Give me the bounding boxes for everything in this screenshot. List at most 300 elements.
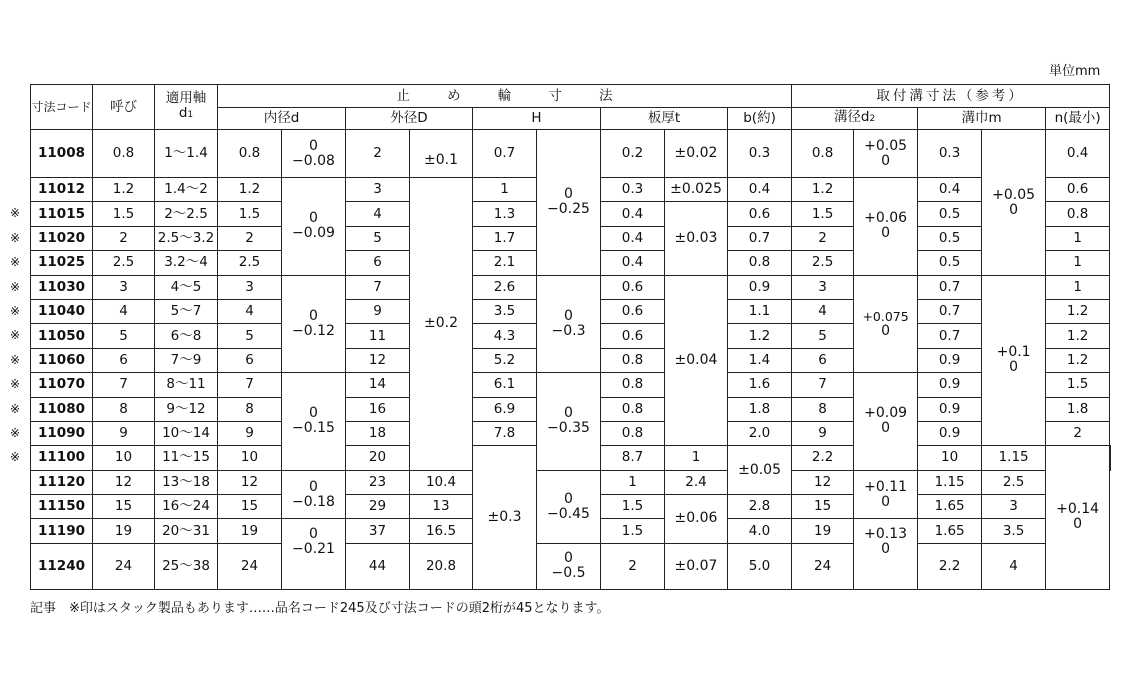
tol-upper: 0	[564, 186, 573, 203]
cell-code: 11070	[31, 373, 93, 397]
cell-b: 1.8	[728, 397, 792, 421]
header-shaft-top: 適用軸	[165, 90, 207, 106]
cell-shaft: 16～24	[155, 495, 218, 519]
header-height: H	[473, 108, 601, 130]
cell-inner: 15	[218, 495, 282, 519]
tol-lower: −0.18	[292, 493, 335, 510]
cell-b: 1.4	[728, 348, 792, 372]
tol-upper: 0	[564, 490, 573, 507]
tol-upper: 0	[309, 307, 318, 324]
cell-nominal: 8	[93, 397, 155, 421]
cell-groove-width: 0.5	[918, 251, 982, 275]
header-groove-diameter-sub: 2	[869, 114, 876, 124]
cell-height: 6.1	[473, 373, 537, 397]
tol-thickness: ±0.025	[665, 178, 728, 202]
cell-shaft: 20～31	[155, 519, 218, 543]
tol-lower: −0.08	[292, 152, 335, 169]
cell-b: 1.1	[728, 299, 792, 323]
table-row	[31, 373, 1111, 397]
tol-groove-diameter	[854, 470, 918, 519]
cell-groove-width: 1.15	[918, 470, 982, 494]
tol-lower: 0	[1073, 516, 1083, 533]
tol-upper: 0	[309, 526, 318, 543]
cell-code: 11015	[31, 202, 93, 226]
cell-groove-diameter: 5	[792, 324, 854, 348]
cell-inner: 6	[218, 348, 282, 372]
tol-inner	[282, 130, 346, 178]
cell-n: 4	[982, 543, 1046, 589]
cell-n: 0.6	[1046, 178, 1110, 202]
ring-title-char: 輪	[497, 87, 512, 104]
cell-groove-diameter: 1.5	[792, 202, 854, 226]
cell-n: 2	[1046, 421, 1110, 445]
cell-b: 2.0	[728, 421, 792, 445]
cell-nominal: 0.8	[93, 130, 155, 178]
tol-height	[537, 543, 601, 589]
cell-thickness: 0.4	[601, 226, 665, 250]
cell-height: 20.8	[410, 543, 473, 589]
header-code: 寸法コード	[31, 85, 93, 130]
cell-inner: 1.2	[218, 178, 282, 202]
tol-thickness: ±0.02	[665, 130, 728, 178]
tol-upper: +0.075	[862, 308, 909, 324]
ring-title-char: め	[447, 87, 461, 104]
cell-n: 1	[1046, 275, 1110, 299]
cell-inner: 24	[218, 543, 282, 589]
ring-title-char: 法	[598, 87, 613, 104]
stack-marker: ※	[10, 280, 21, 294]
cell-nominal: 19	[93, 519, 155, 543]
cell-groove-width: 1.65	[918, 495, 982, 519]
tol-lower: −0.21	[292, 541, 335, 558]
unit-label: 単位mm	[1049, 64, 1101, 79]
cell-groove-width: 1.15	[982, 446, 1046, 470]
table-row	[31, 470, 1111, 494]
cell-b: 0.7	[728, 226, 792, 250]
cell-groove-diameter: 10	[918, 446, 982, 470]
cell-groove-diameter: 19	[792, 519, 854, 543]
cell-thickness: 0.8	[601, 397, 665, 421]
stack-marker: ※	[10, 426, 21, 440]
cell-thickness: 0.4	[601, 251, 665, 275]
tol-lower: 0	[881, 152, 891, 169]
cell-shaft: 9～12	[155, 397, 218, 421]
cell-n: 0.4	[1046, 130, 1110, 178]
cell-groove-width: 0.5	[918, 202, 982, 226]
cell-n: 0.8	[1046, 202, 1110, 226]
cell-groove-width: 0.7	[918, 275, 982, 299]
cell-code: 11020	[31, 226, 93, 250]
cell-shaft: 3.2～4	[155, 251, 218, 275]
tol-lower: −0.12	[292, 322, 335, 339]
cell-groove-width: 0.7	[918, 299, 982, 323]
cell-outer: 2	[346, 130, 410, 178]
cell-nominal: 2	[93, 226, 155, 250]
cell-n: 1.2	[1046, 299, 1110, 323]
tol-upper: 0	[564, 307, 573, 324]
cell-b: 2.8	[728, 495, 792, 519]
cell-code: 11190	[31, 519, 93, 543]
cell-code: 11240	[31, 543, 93, 589]
cell-inner: 5	[218, 324, 282, 348]
cell-groove-width: 0.9	[918, 421, 982, 445]
cell-groove-width: 0.9	[918, 397, 982, 421]
cell-inner: 2.5	[218, 251, 282, 275]
cell-code: 11050	[31, 324, 93, 348]
cell-code: 11040	[31, 299, 93, 323]
cell-thickness: 1.5	[601, 519, 665, 543]
cell-outer: 37	[346, 519, 410, 543]
tol-height	[537, 275, 601, 373]
cell-thickness: 0.4	[601, 202, 665, 226]
cell-n: 1.2	[1046, 324, 1110, 348]
tol-inner	[282, 178, 346, 276]
tol-thickness: ±0.07	[665, 543, 728, 589]
cell-shaft: 7～9	[155, 348, 218, 372]
cell-inner: 1.5	[218, 202, 282, 226]
cell-inner: 9	[218, 421, 282, 445]
tol-upper: 0	[564, 550, 573, 567]
cell-groove-diameter: 12	[792, 470, 854, 494]
cell-b: 5.0	[728, 543, 792, 589]
tol-upper: +0.05	[864, 137, 908, 154]
table-row	[31, 543, 1111, 589]
tol-groove-width	[982, 130, 1046, 276]
cell-height: 1	[473, 178, 537, 202]
cell-height: 5.2	[473, 348, 537, 372]
stack-marker: ※	[10, 450, 21, 464]
tol-outer: ±0.3	[473, 446, 537, 590]
cell-code: 11120	[31, 470, 93, 494]
header-groove-diameter-label: 溝径d	[833, 109, 870, 125]
cell-thickness: 1.5	[601, 495, 665, 519]
cell-groove-diameter: 3	[792, 275, 854, 299]
cell-shaft: 8～11	[155, 373, 218, 397]
cell-inner: 19	[218, 519, 282, 543]
cell-b: 1.2	[728, 324, 792, 348]
tol-upper: 0	[309, 405, 318, 422]
tol-height	[537, 470, 601, 543]
tol-lower: 0	[881, 225, 891, 242]
cell-height: 7.8	[473, 421, 537, 445]
header-thickness: 板厚t	[601, 108, 728, 130]
stack-marker: ※	[10, 304, 21, 318]
stack-marker: ※	[10, 353, 21, 367]
tol-lower: −0.3	[551, 322, 586, 339]
cell-b: 0.8	[728, 251, 792, 275]
header-groove-diameter	[792, 108, 918, 130]
cell-groove-diameter: 9	[792, 421, 854, 445]
cell-nominal: 4	[93, 299, 155, 323]
tol-lower: −0.09	[292, 225, 335, 242]
cell-outer: 14	[346, 373, 410, 397]
tol-inner	[282, 275, 346, 373]
cell-n: 2.5	[982, 470, 1046, 494]
table-row	[31, 130, 1111, 178]
header-outer-diameter: 外径D	[346, 108, 473, 130]
tol-lower: −0.35	[547, 420, 590, 437]
header-n: n(最小)	[1046, 108, 1110, 130]
cell-inner: 8	[218, 397, 282, 421]
cell-thickness: 0.6	[601, 324, 665, 348]
cell-outer: 4	[346, 202, 410, 226]
stack-marker: ※	[10, 377, 21, 391]
cell-n: 3	[982, 495, 1046, 519]
cell-b: 0.6	[728, 202, 792, 226]
cell-nominal: 5	[93, 324, 155, 348]
cell-code: 11080	[31, 397, 93, 421]
cell-n: 1	[1046, 251, 1110, 275]
cell-b: 1.6	[728, 373, 792, 397]
cell-outer: 3	[346, 178, 410, 202]
cell-height: 10.4	[410, 470, 473, 494]
header-shaft-bottom	[155, 106, 217, 123]
tol-upper: +0.11	[864, 478, 908, 495]
cell-height: 1.7	[473, 226, 537, 250]
cell-outer: 12	[346, 348, 410, 372]
tol-groove-width	[1046, 446, 1110, 590]
tol-upper: +0.06	[864, 210, 908, 227]
cell-shaft: 13～18	[155, 470, 218, 494]
header-shaft-d: d	[178, 105, 188, 121]
stack-marker: ※	[10, 328, 21, 342]
tol-height	[537, 373, 601, 471]
header-b: b(約)	[728, 108, 792, 130]
cell-inner: 12	[218, 470, 282, 494]
cell-nominal: 1.5	[93, 202, 155, 226]
cell-inner: 10	[218, 446, 282, 470]
cell-shaft: 5～7	[155, 299, 218, 323]
tol-upper: +0.05	[992, 187, 1036, 203]
tol-upper: 0	[309, 210, 318, 227]
cell-outer: 20	[346, 446, 410, 470]
cell-n: 1.2	[1046, 348, 1110, 372]
cell-height: 2.6	[473, 275, 537, 299]
tol-upper: 0	[309, 137, 318, 154]
header-shaft	[155, 85, 218, 130]
cell-thickness: 0.2	[601, 130, 665, 178]
tol-upper: 0	[564, 405, 573, 422]
cell-n: 1.5	[1046, 373, 1110, 397]
cell-thickness: 0.6	[601, 275, 665, 299]
tol-lower: 0	[1009, 202, 1019, 218]
cell-shaft: 1.4～2	[155, 178, 218, 202]
cell-nominal: 9	[93, 421, 155, 445]
cell-groove-diameter: 15	[792, 495, 854, 519]
header-groove-width: 溝巾m	[918, 108, 1046, 130]
tol-groove-diameter	[854, 373, 918, 471]
ring-title	[218, 89, 791, 104]
tol-groove-width	[982, 275, 1046, 446]
cell-groove-diameter: 1.2	[792, 178, 854, 202]
cell-thickness: 1	[665, 446, 728, 470]
cell-groove-diameter: 7	[792, 373, 854, 397]
cell-code: 11060	[31, 348, 93, 372]
cell-height: 13	[410, 495, 473, 519]
tol-upper: +0.1	[996, 344, 1031, 361]
cell-height: 8.7	[601, 446, 665, 470]
cell-outer: 9	[346, 299, 410, 323]
cell-code: 11008	[31, 130, 93, 178]
cell-outer: 5	[346, 226, 410, 250]
cell-outer: 29	[346, 495, 410, 519]
cell-thickness: 0.3	[601, 178, 665, 202]
tol-inner	[282, 470, 346, 519]
tol-lower: −0.15	[292, 420, 335, 437]
cell-inner: 2	[218, 226, 282, 250]
tol-outer: ±0.1	[410, 130, 473, 178]
cell-height: 1.3	[473, 202, 537, 226]
cell-outer: 16	[346, 397, 410, 421]
cell-groove-width: 0.9	[918, 348, 982, 372]
cell-b: 2.4	[665, 470, 728, 494]
cell-n: 1	[1046, 226, 1110, 250]
cell-outer: 18	[346, 421, 410, 445]
cell-inner: 4	[218, 299, 282, 323]
cell-inner: 7	[218, 373, 282, 397]
cell-code: 11030	[31, 275, 93, 299]
tol-groove-diameter	[854, 519, 918, 590]
cell-nominal: 15	[93, 495, 155, 519]
cell-code: 11100	[31, 446, 93, 470]
tol-upper: 0	[309, 478, 318, 495]
cell-height: 0.7	[473, 130, 537, 178]
cell-height: 3.5	[473, 299, 537, 323]
stack-marker: ※	[10, 402, 21, 416]
cell-b: 0.9	[728, 275, 792, 299]
cell-groove-width: 0.4	[918, 178, 982, 202]
cell-n	[1110, 446, 1111, 470]
header-nominal: 呼び	[93, 85, 155, 130]
cell-code: 11150	[31, 495, 93, 519]
tol-height	[537, 130, 601, 276]
cell-nominal: 2.5	[93, 251, 155, 275]
cell-shaft: 6～8	[155, 324, 218, 348]
cell-code: 11025	[31, 251, 93, 275]
cell-nominal: 10	[93, 446, 155, 470]
cell-n: 1.8	[1046, 397, 1110, 421]
cell-outer: 11	[346, 324, 410, 348]
cell-thickness: 2	[601, 543, 665, 589]
tol-lower: −0.25	[547, 201, 590, 218]
cell-nominal: 24	[93, 543, 155, 589]
cell-groove-diameter: 6	[792, 348, 854, 372]
cell-groove-width: 1.65	[918, 519, 982, 543]
cell-shaft: 2.5～3.2	[155, 226, 218, 250]
tol-lower: 0	[1009, 359, 1019, 376]
tol-lower: 0	[881, 541, 891, 558]
cell-nominal: 1.2	[93, 178, 155, 202]
cell-nominal: 6	[93, 348, 155, 372]
cell-outer: 6	[346, 251, 410, 275]
tol-lower: 0	[881, 420, 891, 437]
cell-groove-diameter: 2.5	[792, 251, 854, 275]
cell-height: 2.1	[473, 251, 537, 275]
tol-thickness: ±0.04	[665, 275, 728, 446]
tol-outer: ±0.2	[410, 178, 473, 471]
cell-outer: 7	[346, 275, 410, 299]
cell-b: 0.4	[728, 178, 792, 202]
tol-groove-diameter	[854, 178, 918, 276]
cell-groove-diameter: 2	[792, 226, 854, 250]
cell-groove-width: 0.5	[918, 226, 982, 250]
cell-shaft: 1～1.4	[155, 130, 218, 178]
cell-nominal: 7	[93, 373, 155, 397]
header-ring-dimensions	[218, 85, 792, 108]
tol-thickness: ±0.06	[665, 495, 728, 544]
cell-outer: 23	[346, 470, 410, 494]
cell-thickness: 0.8	[601, 348, 665, 372]
cell-inner: 0.8	[218, 130, 282, 178]
cell-b: 4.0	[728, 519, 792, 543]
cell-code: 11012	[31, 178, 93, 202]
tol-groove-diameter	[854, 130, 918, 178]
cell-n: 3.5	[982, 519, 1046, 543]
footnote: 記事 ※印はスタック製品もあります……品名コード245及び寸法コードの頭2桁が45となります。	[30, 601, 610, 616]
table-row	[31, 275, 1111, 299]
tol-groove-diameter	[854, 275, 918, 373]
cell-height: 16.5	[410, 519, 473, 543]
cell-shaft: 2～2.5	[155, 202, 218, 226]
ring-title-char: 止	[396, 87, 411, 104]
cell-inner: 3	[218, 275, 282, 299]
tol-thickness: ±0.03	[665, 202, 728, 275]
header-inner-diameter: 内径d	[218, 108, 346, 130]
stack-marker: ※	[10, 231, 21, 245]
cell-height: 4.3	[473, 324, 537, 348]
cell-thickness: 0.6	[601, 299, 665, 323]
tol-upper: +0.14	[1056, 501, 1100, 518]
cell-groove-diameter: 24	[792, 543, 854, 589]
cell-b: 0.3	[728, 130, 792, 178]
cell-thickness: 0.8	[601, 421, 665, 445]
cell-shaft: 25～38	[155, 543, 218, 589]
tol-upper: +0.09	[864, 405, 908, 422]
cell-groove-width: 0.7	[918, 324, 982, 348]
cell-shaft: 11～15	[155, 446, 218, 470]
cell-height: 6.9	[473, 397, 537, 421]
cell-thickness: 1	[601, 470, 665, 494]
cell-groove-diameter: 8	[792, 397, 854, 421]
header-shaft-sub: 1	[187, 110, 194, 120]
cell-nominal: 12	[93, 470, 155, 494]
cell-nominal: 3	[93, 275, 155, 299]
tol-lower: −0.45	[547, 505, 590, 522]
tol-upper: +0.13	[864, 526, 908, 543]
tol-lower: −0.5	[551, 565, 586, 582]
tol-lower: 0	[881, 322, 891, 339]
cell-groove-diameter: 0.8	[792, 130, 854, 178]
cell-thickness: 0.8	[601, 373, 665, 397]
cell-code: 11090	[31, 421, 93, 445]
retaining-ring-dimension-table	[30, 84, 1111, 590]
cell-groove-width: 0.3	[918, 130, 982, 178]
stack-marker: ※	[10, 255, 21, 269]
cell-shaft: 10～14	[155, 421, 218, 445]
tol-thickness: ±0.05	[728, 446, 792, 495]
stack-marker: ※	[10, 206, 21, 220]
cell-groove-diameter: 4	[792, 299, 854, 323]
ring-title-char: 寸	[548, 87, 562, 104]
cell-b: 2.2	[792, 446, 854, 470]
cell-groove-width: 2.2	[918, 543, 982, 589]
header-groove-dimensions: 取付溝寸法（参考）	[792, 85, 1110, 108]
tol-inner	[282, 373, 346, 471]
cell-outer: 44	[346, 543, 410, 589]
cell-shaft: 4～5	[155, 275, 218, 299]
tol-lower: 0	[881, 493, 891, 510]
cell-groove-width: 0.9	[918, 373, 982, 397]
